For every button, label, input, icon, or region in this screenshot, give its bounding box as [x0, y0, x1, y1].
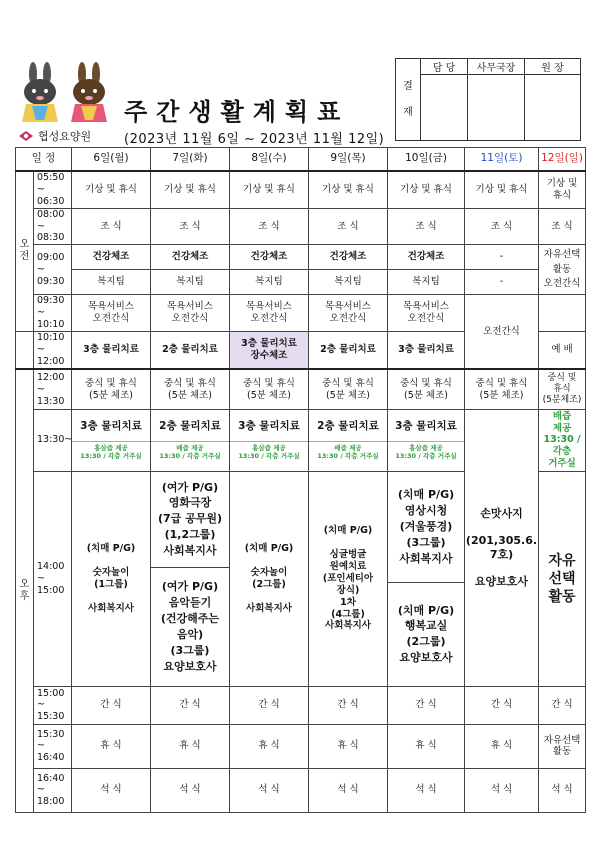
cell-dinner: 석 식 — [151, 768, 230, 812]
juice-note: 홍삼즙 제공 13:30 / 각층 거주실 — [388, 441, 464, 461]
approval-sign-manager — [421, 75, 468, 141]
cell-sun-empty — [539, 295, 586, 332]
cell-program-sat: 손맛사지 (201,305.6. 7호) 요양보호사 — [465, 409, 539, 686]
bunny-mascots-illustration — [18, 62, 118, 124]
cell-exercise: 건강체조 — [309, 245, 388, 270]
row-therapy-pm — [16, 409, 586, 471]
cell-snack: 간 식 — [465, 686, 539, 724]
cell-therapy-pm — [72, 409, 151, 471]
cell-wake-mon: 기상 및 휴식 — [72, 171, 151, 208]
therapy-pm-label: 3층 물리치료 — [395, 420, 457, 433]
approval-side-bottom: 재 — [403, 106, 413, 118]
row-exercise — [16, 245, 586, 270]
cell-snack: 간 식 — [539, 686, 586, 724]
schedule-period: (2023년 11월 6일 ~ 2023년 11월 12일) — [124, 132, 385, 147]
cell-wake-sat: 기상 및 휴식 — [465, 171, 539, 208]
cell-bath: 목욕서비스 오전간식 — [72, 295, 151, 332]
time-slot: 10:10 ~ 12:00 — [34, 331, 72, 369]
cell-lunch: 중식 및 휴식 (5분 체조) — [465, 369, 539, 409]
approval-box — [395, 58, 581, 141]
time-slot: 05:50 ~ 06:30 — [34, 171, 72, 208]
cell-welfare-sat: - — [465, 270, 539, 295]
cell-snack: 간 식 — [388, 686, 465, 724]
cell-lunch: 중식 및 휴식 (5분 체조) — [72, 369, 151, 409]
period-am: 오 전 — [16, 171, 34, 331]
juice-note: 홍삼즙 제공 13:30 / 각층 거주실 — [230, 441, 308, 461]
therapy-pm-label: 2층 물리치료 — [317, 420, 379, 433]
cell-rest: 휴 식 — [465, 724, 539, 768]
approval-sign-director — [525, 75, 581, 141]
day-header-sat: 11일(토) — [465, 148, 539, 172]
time-slot: 09:00 ~ 09:30 — [34, 245, 72, 295]
approval-sign-secretary — [468, 75, 525, 141]
cell-exercise: 건강체조 — [72, 245, 151, 270]
cell-therapy-am: 2층 물리치료 — [309, 331, 388, 369]
cell-bath: 목욕서비스 오전간식 — [230, 295, 309, 332]
cell-therapy-pm — [230, 409, 309, 471]
cell-rest: 휴 식 — [151, 724, 230, 768]
cell-rest: 휴 식 — [309, 724, 388, 768]
cell-exercise: 건강체조 — [230, 245, 309, 270]
cell-therapy-am: 2층 물리치료 — [151, 331, 230, 369]
cell-exercise: 건강체조 — [151, 245, 230, 270]
day-header-tue: 7일(화) — [151, 148, 230, 172]
cell-dinner: 석 식 — [465, 768, 539, 812]
day-header-mon: 6일(월) — [72, 148, 151, 172]
cell-dinner: 석 식 — [539, 768, 586, 812]
cell-dinner: 석 식 — [72, 768, 151, 812]
cell-program-thu: (치매 P/G) 싱글벙글 원예치료 (포인세티아 장식) 1차 (4그룹) 사회복지사 — [309, 471, 388, 686]
juice-note: 배즙 제공 13:30 / 각층 거주실 — [151, 441, 229, 461]
row-rest — [16, 724, 586, 768]
corner-label: 일 정 — [16, 148, 72, 172]
cell-welfare: 복지팀 — [388, 270, 465, 295]
cell-breakfast: 조 식 — [309, 208, 388, 245]
cell-breakfast: 조 식 — [151, 208, 230, 245]
organization-logo-icon — [18, 130, 34, 142]
organization — [18, 128, 91, 144]
program-tue-b: (여가 P/G) 음악듣기 (건강해주는 음악) (3그룹) 요양보호사 — [160, 580, 220, 673]
cell-rest: 휴 식 — [72, 724, 151, 768]
row-snack — [16, 686, 586, 724]
cell-therapy-am: 3층 물리치료 — [72, 331, 151, 369]
cell-welfare: 복지팀 — [309, 270, 388, 295]
time-slot: 14:00 ~ 15:00 — [34, 471, 72, 686]
cell-wake-thu: 기상 및 휴식 — [309, 171, 388, 208]
approval-side-top: 결 — [403, 80, 413, 92]
time-slot: 15:00 ~ 15:30 — [34, 686, 72, 724]
cell-rest: 휴 식 — [230, 724, 309, 768]
juice-note: 배즙 제공 13:30 / 각층 거주실 — [309, 441, 387, 461]
cell-worship: 예 배 — [539, 331, 586, 369]
approval-col-manager: 담 당 — [421, 59, 468, 75]
cell-breakfast: 조 식 — [465, 208, 539, 245]
cell-wake-tue: 기상 및 휴식 — [151, 171, 230, 208]
row-bath — [16, 295, 586, 332]
cell-breakfast: 조 식 — [388, 208, 465, 245]
day-header-wed: 8일(수) — [230, 148, 309, 172]
page-title: 주간생활계획표 — [124, 98, 350, 126]
cell-therapy-pm — [309, 409, 388, 471]
cell-program-sun: 자유 선택 활동 — [539, 471, 586, 686]
cell-sat-morning-snack: 오전간식 — [465, 295, 539, 370]
cell-sun-free-activity: 자유선택 활동 오전간식 — [539, 245, 586, 295]
row-wake — [16, 171, 586, 208]
cell-bath: 목욕서비스 오전간식 — [151, 295, 230, 332]
cell-rest: 휴 식 — [388, 724, 465, 768]
cell-rest-sun: 자유선택 활동 — [539, 724, 586, 768]
cell-lunch: 중식 및 휴식 (5분 체조) — [388, 369, 465, 409]
cell-snack: 간 식 — [230, 686, 309, 724]
therapy-pm-label: 2층 물리치료 — [159, 420, 221, 433]
cell-program-mon: (치매 P/G) 숫자놀이 (1그룹) 사회복지사 — [72, 471, 151, 686]
time-slot: 15:30 ~ 16:40 — [34, 724, 72, 768]
cell-welfare: 복지팀 — [230, 270, 309, 295]
cell-snack: 간 식 — [309, 686, 388, 724]
organization-name: 협성요양원 — [38, 130, 92, 143]
time-slot: 09:30 ~ 10:10 — [34, 295, 72, 332]
row-lunch — [16, 369, 586, 409]
program-fri-a: (치매 P/G) 영상시청 (겨울풍경) (3그룹) 사회복지사 — [388, 472, 464, 583]
program-tue-a: (여가 P/G) 영화극장 (7급 공무원) (1,2그룹) 사회복지사 — [151, 472, 229, 568]
cell-lunch: 중식 및 휴식 (5분 체조) — [309, 369, 388, 409]
therapy-pm-label: 3층 물리치료 — [238, 420, 300, 433]
program-fri-b: (치매 P/G) 행복교실 (2그룹) 요양보호사 — [397, 603, 455, 665]
cell-wake-fri: 기상 및 휴식 — [388, 171, 465, 208]
cell-program-wed: (치매 P/G) 숫자놀이 (2그룹) 사회복지사 — [230, 471, 309, 686]
cell-therapy-pm — [388, 409, 465, 471]
row-breakfast — [16, 208, 586, 245]
approval-col-secretary: 사무국장 — [468, 59, 525, 75]
therapy-pm-label: 3층 물리치료 — [80, 420, 142, 433]
cell-lunch: 중식 및 휴식 (5분 체조) — [230, 369, 309, 409]
cell-bath: 목욕서비스 오전간식 — [309, 295, 388, 332]
day-header-thu: 9일(목) — [309, 148, 388, 172]
cell-therapy-pm — [151, 409, 230, 471]
cell-welfare: 복지팀 — [151, 270, 230, 295]
time-slot: 12:00 ~ 13:30 — [34, 369, 72, 409]
cell-wake-sun: 기상 및 휴식 — [539, 171, 586, 208]
cell-exercise-sat: - — [465, 245, 539, 270]
cell-bath: 목욕서비스 오전간식 — [388, 295, 465, 332]
cell-snack: 간 식 — [72, 686, 151, 724]
time-slot: 13:30~ — [34, 409, 72, 471]
cell-therapy-am: 3층 물리치료 — [388, 331, 465, 369]
period-am-cont — [16, 331, 34, 369]
cell-breakfast: 조 식 — [230, 208, 309, 245]
approval-col-director: 원 장 — [525, 59, 581, 75]
day-header-fri: 10일(금) — [388, 148, 465, 172]
cell-breakfast: 조 식 — [539, 208, 586, 245]
approval-side-label — [396, 59, 421, 141]
cell-program-fri — [388, 471, 465, 686]
cell-sun-juice: 배즙 제공 13:30 / 각층 거주실 — [539, 409, 586, 471]
cell-lunch: 중식 및 휴식 (5분 체조) — [151, 369, 230, 409]
cell-program-tue — [151, 471, 230, 686]
cell-exercise: 건강체조 — [388, 245, 465, 270]
row-welfare — [16, 270, 586, 295]
cell-breakfast: 조 식 — [72, 208, 151, 245]
cell-snack: 간 식 — [151, 686, 230, 724]
row-dinner — [16, 768, 586, 812]
time-slot: 16:40 ~ 18:00 — [34, 768, 72, 812]
weekly-schedule-table — [15, 147, 586, 813]
cell-wake-wed: 기상 및 휴식 — [230, 171, 309, 208]
cell-dinner: 석 식 — [230, 768, 309, 812]
cell-dinner: 석 식 — [388, 768, 465, 812]
cell-welfare: 복지팀 — [72, 270, 151, 295]
header-row — [16, 148, 586, 172]
cell-therapy-am-wed: 3층 물리치료 장수체조 — [230, 331, 309, 369]
cell-dinner: 석 식 — [309, 768, 388, 812]
time-slot: 08:00 ~ 08:30 — [34, 208, 72, 245]
day-header-sun: 12일(일) — [539, 148, 586, 172]
period-pm: 오 후 — [16, 369, 34, 812]
juice-note: 홍삼즙 제공 13:30 / 각층 거주실 — [72, 441, 150, 461]
cell-lunch-sun: 중식 및 휴식 (5분체조) — [539, 369, 586, 409]
